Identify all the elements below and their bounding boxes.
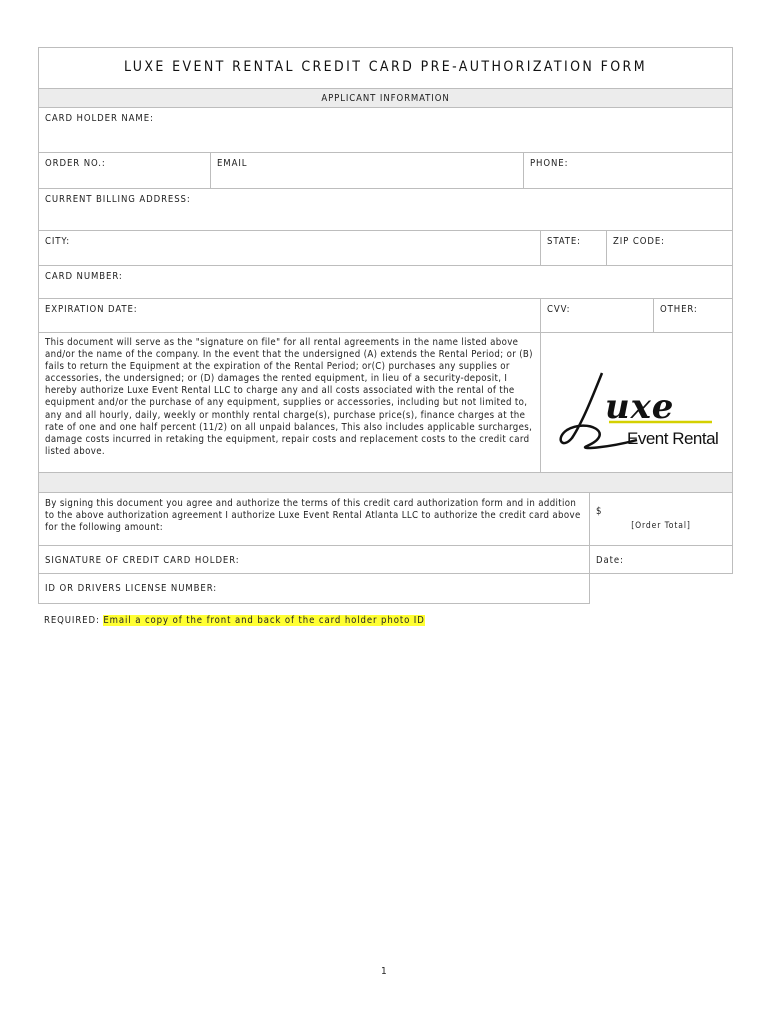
city-field[interactable]: CITY:	[38, 230, 541, 266]
spacer-row	[38, 472, 733, 493]
state-field[interactable]: STATE:	[540, 230, 607, 266]
order-total-label: [Order Total]	[631, 521, 691, 531]
email-field[interactable]: EMAIL	[210, 152, 524, 189]
expiration-date-field[interactable]: EXPIRATION DATE:	[38, 298, 541, 333]
page-number: 1	[381, 966, 388, 977]
card-holder-name-field[interactable]: CARD HOLDER NAME:	[38, 107, 733, 153]
id-number-field[interactable]: ID OR DRIVERS LICENSE NUMBER:	[38, 573, 590, 604]
order-total-field[interactable]	[589, 492, 733, 546]
order-no-field[interactable]: ORDER NO.:	[38, 152, 211, 189]
luxe-logo	[547, 338, 727, 468]
section-header: APPLICANT INFORMATION	[38, 88, 733, 108]
billing-address-field[interactable]: CURRENT BILLING ADDRESS:	[38, 188, 733, 231]
form-title: LUXE EVENT RENTAL CREDIT CARD PRE-AUTHORIZATION FORM	[38, 47, 733, 89]
authorization-text: By signing this document you agree and authorize the terms of this credit card authorization form and in addition to the above authorization agreement I authorize Luxe Event Rental Atlanta LLC to authorize the credit card above for the following amount:	[38, 492, 590, 546]
logo-cell	[540, 332, 733, 473]
currency-symbol: $	[596, 506, 603, 517]
cvv-field[interactable]: CVV:	[540, 298, 654, 333]
required-label: REQUIRED:	[44, 615, 100, 626]
phone-field[interactable]: PHONE:	[523, 152, 733, 189]
required-note	[44, 615, 425, 626]
svg-text:uxe: uxe	[605, 387, 675, 427]
other-field[interactable]: OTHER:	[653, 298, 733, 333]
zip-code-field[interactable]: ZIP CODE:	[606, 230, 733, 266]
svg-text:Event Rental: Event Rental	[627, 429, 719, 448]
date-field[interactable]: Date:	[589, 545, 733, 574]
required-text: Email a copy of the front and back of the card holder photo ID	[103, 615, 425, 626]
signature-field[interactable]: SIGNATURE OF CREDIT CARD HOLDER:	[38, 545, 590, 574]
terms-text: This document will serve as the "signature on file" for all rental agreements in the name listed above and/or the name of the company. In the event that the undersigned (A) extends the Rental Period; or (B) fails to return the Equipment at the expiration of the Rental Period; or(C) purchases any supplies or accessories, the undersigned; or (D) damages the rented equipment, in lieu of a security-deposit, I hereby authorize Luxe Event Rental LLC to charge any and all costs associated with the rental of the equipment and/or the purchase of any equipment, supplies or accessories, including but not limited to, any and all hourly, daily, weekly or monthly rental charge(s), purchase price(s), finance charges at the rate of one and one half percent (11/2) on all unpaid balances, This also includes applicable surcharges, damage costs incurred in retaking the equipment, repair costs and replacement costs to the credit card listed above.	[38, 332, 541, 473]
card-number-field[interactable]: CARD NUMBER:	[38, 265, 733, 299]
